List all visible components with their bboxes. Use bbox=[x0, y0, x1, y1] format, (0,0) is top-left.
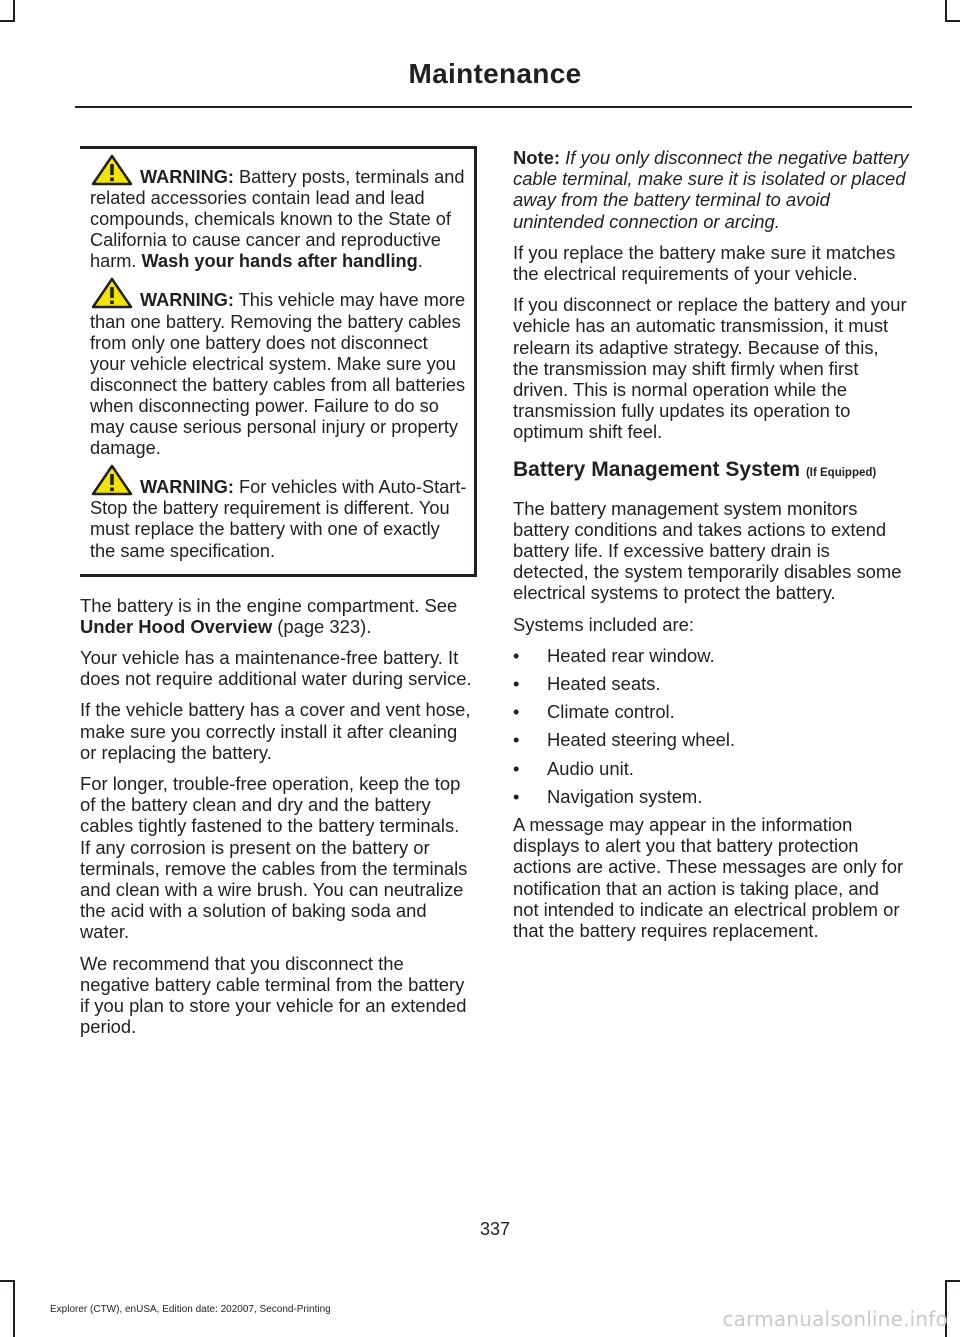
note-paragraph bbox=[513, 147, 909, 232]
crop-mark bbox=[0, 1280, 15, 1282]
note-label: Note: bbox=[513, 147, 560, 168]
left-column bbox=[80, 146, 472, 1047]
warning-battery-lead bbox=[90, 159, 468, 272]
list-item: • Heated steering wheel. bbox=[513, 729, 909, 750]
section-title: Battery Management System bbox=[513, 457, 801, 481]
battery-location-paragraph bbox=[80, 595, 472, 637]
crop-mark bbox=[945, 0, 947, 22]
warning-triangle-icon bbox=[90, 463, 134, 497]
warning-text: Battery posts, terminals and related accessories contain lead and lead compounds, chemicals known to the State of California to cause cancer and reproductive harm. bbox=[90, 167, 465, 272]
crop-mark bbox=[13, 1280, 15, 1337]
crop-mark bbox=[945, 1280, 960, 1282]
replace-battery-paragraph: If you replace the battery make sure it matches the electrical requirements of your vehicle. bbox=[513, 241, 896, 285]
systems-intro-paragraph: Systems included are: bbox=[513, 613, 694, 635]
warning-label: WARNING: bbox=[140, 477, 234, 498]
warning-emphasis: Wash your hands after handling bbox=[141, 251, 418, 272]
crop-mark bbox=[13, 0, 15, 22]
section-heading bbox=[513, 457, 909, 486]
header-divider bbox=[75, 106, 912, 108]
list-item: • Navigation system. bbox=[513, 786, 909, 807]
list-item: • Audio unit. bbox=[513, 758, 909, 779]
under-hood-overview-link[interactable]: Under Hood Overview bbox=[80, 615, 273, 637]
message-paragraph: A message may appear in the information displays to alert you that battery protection actions are active. These messages are only for notification that an action is taking place, and not intended to indicate an electrical problem or that the battery requires replacement. bbox=[513, 814, 904, 942]
warning-text: For vehicles with Auto-Start-Stop the battery requirement is different. You must replace the battery with one of exactly the same specification. bbox=[90, 477, 467, 561]
warning-label: WARNING: bbox=[140, 290, 234, 311]
storage-paragraph: We recommend that you disconnect the negative battery cable terminal from the battery if you plan to store your vehicle for an extended period. bbox=[80, 952, 467, 1038]
warning-multiple-batteries bbox=[90, 282, 468, 459]
warning-triangle-icon bbox=[90, 153, 134, 187]
section-note: (If Equipped) bbox=[805, 466, 877, 479]
page-title: Maintenance bbox=[408, 58, 582, 89]
battery-location-text: The battery is in the engine compartment. See bbox=[80, 594, 458, 616]
list-item: • Heated seats. bbox=[513, 673, 909, 694]
list-item: • Climate control. bbox=[513, 701, 909, 722]
systems-list bbox=[513, 645, 909, 807]
right-column bbox=[513, 147, 909, 951]
warning-end: . bbox=[417, 251, 423, 272]
vent-hose-paragraph: If the vehicle battery has a cover and vent hose, make sure you correctly install it after cleaning or replacing the battery. bbox=[80, 699, 471, 763]
watermark: carmanualsonline.info bbox=[722, 1307, 948, 1331]
footer-edition: Explorer (CTW), enUSA, Edition date: 202007, Second-Printing bbox=[50, 1304, 331, 1315]
warning-triangle-icon bbox=[90, 276, 134, 310]
relearn-paragraph: If you disconnect or replace the battery and your vehicle has an automatic transmission, it must relearn its adaptive strategy. Because of this, the transmission may shift firmly when first driven. This is normal operation while the transmission fully updates its operation to optimum shift feel. bbox=[513, 294, 907, 443]
warning-label: WARNING: bbox=[140, 167, 234, 187]
page-number: 337 bbox=[479, 1219, 511, 1239]
page-reference: (page 323). bbox=[272, 615, 372, 637]
warning-box bbox=[80, 146, 477, 577]
warning-text: This vehicle may have more than one battery. Removing the battery cables from only one battery does not disconnect your vehicle electrical system. Make sure you disconnect the battery cables from all batteries when disconnecting power. Failure to do so may cause serious personal injury or property damage. bbox=[90, 290, 466, 459]
warning-auto-start-stop bbox=[90, 469, 468, 561]
maintenance-free-paragraph: Your vehicle has a maintenance-free battery. It does not require additional water during service. bbox=[80, 647, 472, 690]
note-text: If you only disconnect the negative battery cable terminal, make sure it is isolated or placed away from the battery terminal to avoid unintended connection or arcing. bbox=[513, 147, 909, 232]
crop-mark bbox=[945, 20, 960, 22]
bms-description-paragraph: The battery management system monitors battery conditions and takes actions to extend battery life. If excessive battery drain is detected, the system temporarily disables some electrical systems to protect the battery. bbox=[513, 497, 902, 604]
list-item: • Heated rear window. bbox=[513, 645, 909, 666]
crop-mark bbox=[0, 20, 15, 22]
battery-care-paragraph: For longer, trouble-free operation, keep the top of the battery clean and dry and the battery cables tightly fastened to the battery terminals. If any corrosion is present on the battery or terminals, remove the cables from the terminals and clean with a wire brush. You can neutralize the acid with a solution of baking soda and water. bbox=[80, 773, 468, 943]
